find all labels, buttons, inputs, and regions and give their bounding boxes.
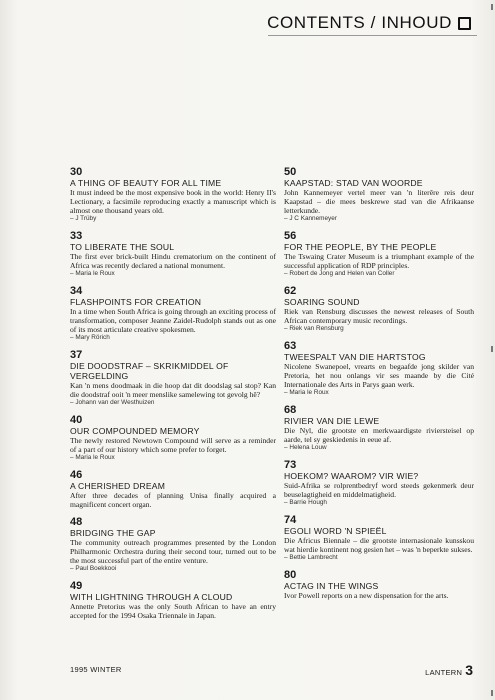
entry-page-number: 63 bbox=[284, 340, 297, 352]
entry-author: – Helena Louw bbox=[284, 444, 327, 451]
entry-author: – Maria le Roux bbox=[70, 270, 115, 277]
entry-description: Annette Pretorius was the only South African to have an entry accepted for the 1994 Osaka Triennale in Japan. bbox=[70, 602, 276, 620]
entry-description: Die Nyl, die grootste en merkwaardigste riviersteisel op aarde, tel sy geskiedenis in eeue af. bbox=[284, 426, 474, 444]
entry-author: – Johann van der Westhuizen bbox=[70, 399, 155, 406]
footer-branding bbox=[425, 662, 473, 678]
entry-description: After three decades of planning Unisa finally acquired a magnificent concert organ. bbox=[70, 491, 276, 509]
entry-description: Nicolene Swanepoel, vrearts en begaafde jong skilder van Pretoria, het nou onlangs vir ses maande by die Cité Internationale des Arts in Parys gaan werk. bbox=[284, 362, 474, 389]
edge-mark bbox=[491, 4, 493, 10]
entry-page-number: 34 bbox=[70, 285, 83, 297]
entry-description: Die Africus Biennale – die grootste internasionale kunsskou wat hierdie kontinent nog gesien het – was 'n beperkte sukses. bbox=[284, 536, 474, 554]
entry-title: DIE DOODSTRAF – SKRIKMIDDEL OF VERGELDING bbox=[70, 361, 229, 381]
entry-title: OUR COMPOUNDED MEMORY bbox=[70, 426, 200, 436]
contents-entry bbox=[284, 340, 474, 397]
contents-entry bbox=[70, 414, 276, 462]
entry-author: – J C Kannemeyer bbox=[284, 215, 337, 222]
contents-entry bbox=[70, 285, 276, 342]
contents-entry bbox=[70, 166, 276, 223]
entry-page-number: 80 bbox=[284, 569, 297, 581]
contents-entry bbox=[70, 516, 276, 573]
issue-label: 1995 WINTER bbox=[70, 665, 122, 674]
entry-page-number: 49 bbox=[70, 580, 83, 592]
entry-description: Ivor Powell reports on a new dispensation for the arts. bbox=[284, 591, 449, 600]
entry-author: – Mary Rörich bbox=[70, 334, 110, 341]
entry-title: HOEKOM? WAAROM? VIR WIE? bbox=[284, 471, 419, 481]
contents-header bbox=[267, 13, 471, 33]
entry-title: TO LIBERATE THE SOUL bbox=[70, 242, 175, 252]
entry-page-number: 46 bbox=[70, 469, 83, 481]
entry-page-number: 68 bbox=[284, 404, 297, 416]
contents-entry bbox=[284, 285, 474, 333]
contents-entry bbox=[284, 166, 474, 223]
contents-entry bbox=[284, 569, 474, 600]
entry-title: RIVIER VAN DIE LEWE bbox=[284, 416, 380, 426]
entry-page-number: 62 bbox=[284, 285, 297, 297]
entry-title: ACTAG IN THE WINGS bbox=[284, 581, 379, 591]
entry-page-number: 37 bbox=[70, 349, 83, 361]
entry-author: – Bettie Lambrecht bbox=[284, 554, 338, 561]
entry-description: The community outreach programmes presented by the London Philharmonic Orchestra during their second tour, turned out to be the most successful part of the entire venture. bbox=[70, 538, 276, 565]
entry-author: – Paul Boekkooi bbox=[70, 565, 117, 572]
entry-page-number: 74 bbox=[284, 514, 297, 526]
entry-author: – Maria le Roux bbox=[70, 454, 115, 461]
entry-title: A THING OF BEAUTY FOR ALL TIME bbox=[70, 178, 222, 188]
entry-description: In a time when South Africa is going through an exciting process of transformation, composer Jeanne Zaidel-Rudolph stands out as one of its most articulate creative spokesmen. bbox=[70, 307, 276, 334]
entry-title: TWEESPALT VAN DIE HARTSTOG bbox=[284, 352, 426, 362]
entry-description: The Tswaing Crater Museum is a triumphant example of the successful application of RDP principles. bbox=[284, 252, 474, 270]
contents-entry bbox=[284, 404, 474, 452]
header-divider bbox=[268, 35, 477, 36]
entry-page-number: 73 bbox=[284, 459, 297, 471]
entry-title: FOR THE PEOPLE, BY THE PEOPLE bbox=[284, 242, 437, 252]
contents-entry bbox=[70, 230, 276, 278]
entry-author: – Robert de Jong and Helen van Coller bbox=[284, 270, 395, 277]
contents-entry bbox=[284, 514, 474, 562]
right-column bbox=[284, 166, 474, 607]
entry-title: KAAPSTAD: STAD VAN WOORDE bbox=[284, 178, 423, 188]
entry-title: WITH LIGHTNING THROUGH A CLOUD bbox=[70, 592, 233, 602]
edge-mark bbox=[491, 346, 493, 352]
entry-author: – Riek van Rensburg bbox=[284, 325, 344, 332]
entry-page-number: 40 bbox=[70, 414, 83, 426]
magazine-name: LANTERN bbox=[425, 668, 463, 677]
entry-title: FLASHPOINTS FOR CREATION bbox=[70, 297, 202, 307]
entry-author: – Maria le Roux bbox=[284, 389, 329, 396]
contents-entry bbox=[70, 349, 276, 407]
entry-title: BRIDGING THE GAP bbox=[70, 528, 156, 538]
entry-author: – J Trüby bbox=[70, 215, 97, 222]
left-column bbox=[70, 166, 276, 627]
contents-entry bbox=[284, 459, 474, 507]
contents-entry bbox=[284, 230, 474, 278]
entry-description: Suid-Afrika se rolprentbedryf word steeds gekenmerk deur beuselagtigheid en middelmatigheid. bbox=[284, 481, 474, 499]
entry-description: It must indeed be the most expensive book in the world: Henry II's Lectionary, a facsimile reproducing exactly a manuscript which is almost one thousand years old. bbox=[70, 188, 276, 215]
entry-description: Kan 'n mens doodmaak in die hoop dat dit doodslag sal stop? Kan die doodstraf ooit 'n meer menslike samelewing tot gevolg hê? bbox=[70, 381, 276, 399]
contents-entry bbox=[70, 580, 276, 620]
entry-page-number: 33 bbox=[70, 230, 83, 242]
entry-description: Riek van Rensburg discusses the newest releases of South African contemporary music recordings. bbox=[284, 307, 474, 325]
entry-page-number: 56 bbox=[284, 230, 297, 242]
contents-entry bbox=[70, 469, 276, 509]
entry-description: John Kannemeyer vertel meer van 'n literêre reis deur Kaapstad – die mees beskrewe stad van die Afrikaanse letterkunde. bbox=[284, 188, 474, 215]
entry-page-number: 30 bbox=[70, 166, 83, 178]
edge-mark bbox=[491, 690, 493, 696]
entry-description: The first ever brick-built Hindu crematorium on the continent of Africa was recently declared a national monument. bbox=[70, 252, 276, 270]
page-number: 3 bbox=[465, 662, 473, 678]
entry-title: SOARING SOUND bbox=[284, 297, 360, 307]
square-icon bbox=[458, 17, 471, 30]
entry-page-number: 50 bbox=[284, 166, 297, 178]
entry-page-number: 48 bbox=[70, 516, 83, 528]
entry-author: – Barrie Hough bbox=[284, 499, 327, 506]
page-title: CONTENTS / INHOUD bbox=[267, 13, 452, 32]
entry-title: EGOLI WORD 'N SPIEËL bbox=[284, 526, 387, 536]
entry-title: A CHERISHED DREAM bbox=[70, 481, 166, 491]
entry-description: The newly restored Newtown Compound will serve as a reminder of a part of our history which some prefer to forget. bbox=[70, 436, 276, 454]
